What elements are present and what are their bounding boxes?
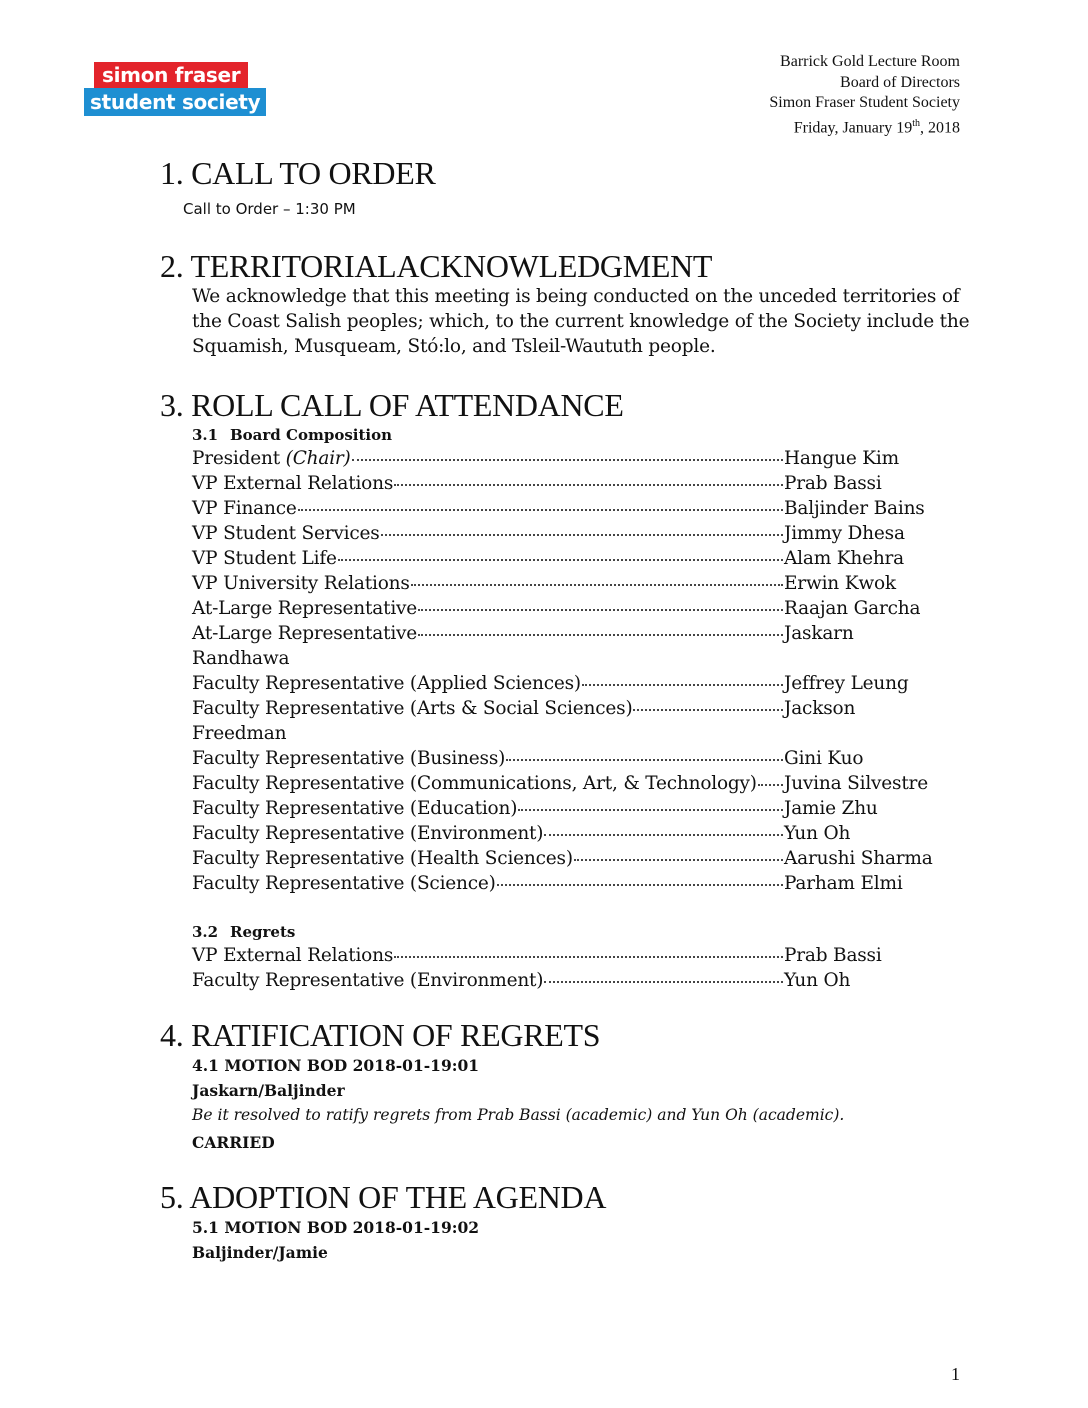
- motion-movers: Baljinder/Jamie: [192, 1243, 328, 1262]
- attendance-row: [192, 446, 952, 471]
- board-composition-list: [192, 446, 952, 896]
- attendance-row: [192, 771, 952, 796]
- attendance-person: Prab Bassi: [784, 945, 882, 966]
- regrets-list: [192, 943, 952, 993]
- attendance-person: Prab Bassi: [784, 473, 882, 494]
- attendance-role: At-Large Representative: [192, 623, 418, 644]
- logo-line-2: student society: [84, 88, 266, 116]
- subheading-board-composition: 3.1 Board Composition: [192, 426, 393, 444]
- section-title-roll-call: 3. ROLL CALL OF ATTENDANCE: [160, 387, 624, 423]
- attendance-person: Jeffrey Leung: [784, 673, 909, 694]
- dot-leader: [497, 884, 783, 886]
- dot-leader: [418, 609, 783, 611]
- dot-leader: [758, 784, 783, 786]
- attendance-role: VP Student Services: [192, 523, 380, 544]
- attendance-person: Gini Kuo: [784, 748, 864, 769]
- section-title-call-to-order: 1. CALL TO ORDER: [160, 155, 436, 191]
- attendance-person: Jimmy Dhesa: [784, 523, 905, 544]
- sfss-logo: [84, 62, 266, 116]
- dot-leader: [381, 534, 783, 536]
- attendance-row: [192, 746, 952, 771]
- attendance-role: Faculty Representative (Arts & Social Sciences): [192, 698, 633, 719]
- attendance-person: Jackson: [784, 698, 856, 719]
- attendance-row: [192, 471, 952, 496]
- attendance-role: Faculty Representative (Health Sciences): [192, 848, 573, 869]
- header-date: Friday, January 19th, 2018: [793, 117, 960, 136]
- dot-leader: [633, 709, 783, 711]
- dot-leader: [352, 459, 783, 461]
- attendance-person-continued: Randhawa: [192, 648, 290, 669]
- dot-leader: [411, 584, 783, 586]
- attendance-row: [192, 521, 952, 546]
- dot-leader: [506, 759, 783, 761]
- dot-leader: [394, 484, 783, 486]
- attendance-person-continued: Freedman: [192, 723, 287, 744]
- motion-result: CARRIED: [192, 1133, 275, 1152]
- attendance-person: Raajan Garcha: [784, 598, 921, 619]
- attendance-row: [192, 821, 952, 846]
- attendance-role: Faculty Representative (Science): [192, 873, 496, 894]
- call-to-order-time: Call to Order – 1:30 PM: [183, 200, 356, 218]
- territorial-acknowledgment-text: We acknowledge that this meeting is being conducted on the unceded territories of the Coast Salish peoples; which, to the current knowledge of the Society include the Squamish, Musqueam, Stó:lo, and Tsleil-Waututh people.: [192, 286, 970, 357]
- attendance-row: [192, 871, 952, 896]
- dot-leader: [582, 684, 783, 686]
- attendance-person: Aarushi Sharma: [784, 848, 933, 869]
- attendance-role: Faculty Representative (Environment): [192, 823, 544, 844]
- motion-number: 4.1 MOTION BOD 2018-01-19:01: [192, 1056, 480, 1075]
- subheading-regrets: 3.2 Regrets: [192, 923, 296, 941]
- logo-line-1: simon fraser: [94, 62, 248, 88]
- attendance-person: Parham Elmi: [784, 873, 903, 894]
- dot-leader: [298, 509, 783, 511]
- attendance-person: Juvina Silvestre: [784, 773, 928, 794]
- attendance-person: Hangue Kim: [784, 448, 899, 469]
- attendance-role: Faculty Representative (Environment): [192, 970, 544, 991]
- attendance-row: [192, 943, 952, 968]
- dot-leader: [544, 981, 783, 983]
- attendance-role: Faculty Representative (Education): [192, 798, 518, 819]
- attendance-role: Faculty Representative (Business): [192, 748, 506, 769]
- header-board: Board of Directors: [840, 73, 960, 91]
- dot-leader: [544, 834, 783, 836]
- page-number: 1: [951, 1364, 960, 1384]
- attendance-row: [192, 621, 952, 646]
- dot-leader: [418, 634, 783, 636]
- dot-leader: [338, 559, 783, 561]
- attendance-row: [192, 846, 952, 871]
- section-title-ratification-of-regrets: 4. RATIFICATION OF REGRETS: [160, 1017, 601, 1053]
- attendance-role: VP External Relations: [192, 945, 394, 966]
- attendance-person: Yun Oh: [784, 823, 851, 844]
- attendance-role: Faculty Representative (Communications, Art, & Technology): [192, 773, 757, 794]
- attendance-person: Jamie Zhu: [784, 798, 878, 819]
- dot-leader: [518, 809, 783, 811]
- motion-movers: Jaskarn/Baljinder: [192, 1081, 345, 1100]
- attendance-role: Faculty Representative (Applied Sciences): [192, 673, 581, 694]
- motion-number: 5.1 MOTION BOD 2018-01-19:02: [192, 1218, 480, 1237]
- attendance-role: President (Chair): [192, 448, 351, 469]
- attendance-person: Yun Oh: [784, 970, 851, 991]
- attendance-role: At-Large Representative: [192, 598, 418, 619]
- attendance-row: [192, 696, 952, 721]
- attendance-row: [192, 671, 952, 696]
- section-title-adoption-of-agenda: 5. ADOPTION OF THE AGENDA: [160, 1179, 607, 1215]
- attendance-row: [192, 571, 952, 596]
- attendance-row: [192, 496, 952, 521]
- attendance-role: VP University Relations: [192, 573, 410, 594]
- attendance-role: VP Student Life: [192, 548, 337, 569]
- attendance-person: Baljinder Bains: [784, 498, 925, 519]
- attendance-role: VP Finance: [192, 498, 297, 519]
- attendance-row: [192, 968, 952, 993]
- attendance-person: Alam Khehra: [784, 548, 905, 569]
- motion-text: Be it resolved to ratify regrets from Prab Bassi (academic) and Yun Oh (academic).: [192, 1106, 845, 1124]
- meeting-header: [769, 52, 960, 138]
- dot-leader: [574, 859, 783, 861]
- attendance-person: Erwin Kwok: [784, 573, 896, 594]
- attendance-row: [192, 596, 952, 621]
- attendance-role: VP External Relations: [192, 473, 394, 494]
- attendance-person: Jaskarn: [784, 623, 854, 644]
- header-society: Simon Fraser Student Society: [769, 94, 960, 111]
- attendance-row: [192, 796, 952, 821]
- section-title-territorial-acknowledgment: 2. TERRITORIALACKNOWLEDGMENT: [160, 248, 713, 284]
- attendance-row: [192, 546, 952, 571]
- header-room: Barrick Gold Lecture Room: [780, 53, 960, 70]
- dot-leader: [394, 956, 783, 958]
